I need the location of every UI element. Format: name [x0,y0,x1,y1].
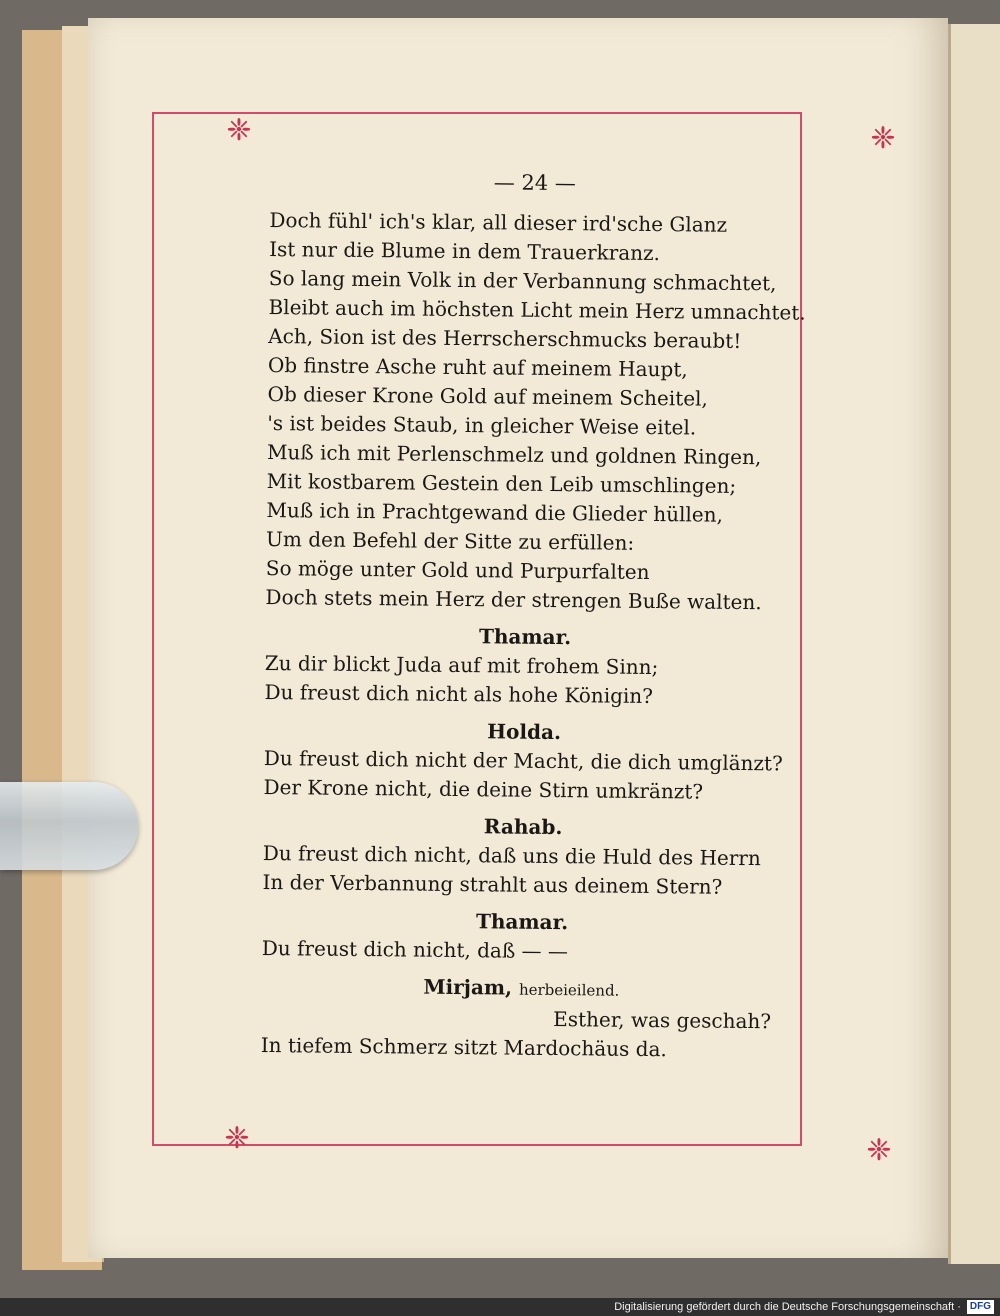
speaker-label: Thamar. [478,624,572,650]
corner-ornament-icon: ❈ [870,121,896,156]
corner-ornament-icon: ❈ [866,1133,892,1168]
next-page-edge [948,24,1000,1264]
verse-line: Bleibt auch im höchsten Licht mein Herz umnachtet. [268,294,806,325]
verse-line: Zu dir blickt Juda auf mit frohem Sinn; [264,650,659,680]
footer-bar [0,1298,1000,1316]
footer-credit: Digitalisierung gefördert durch die Deutsche Forschungsgemeinschaft · [614,1301,961,1313]
verse-line: Du freust dich nicht, daß — — [261,935,569,964]
stage-direction: herbeieilend. [518,980,620,1000]
verse-line: Mit kostbarem Gestein den Leib umschlingen; [266,468,737,498]
verse-line: In tiefem Schmerz sitzt Mardochäus da. [260,1032,667,1062]
verse-line: So lang mein Volk in der Verbannung schmachtet, [268,265,777,296]
verse-line: Der Krone nicht, die deine Stirn umkränzt? [263,774,704,804]
verse-line: Um den Befehl der Sitte zu erfüllen: [265,526,635,555]
page-number: — 24 — [493,170,577,196]
verse-line: Du freust dich nicht als hohe Königin? [264,679,654,709]
verse-line: Ach, Sion ist des Herrscherschmucks beraubt! [268,323,742,353]
dfg-logo-icon: DFG [967,1300,994,1314]
verse-line-right: Esther, was geschah? [553,1007,772,1034]
verse-line: 's ist beides Staub, in gleicher Weise eitel. [267,410,697,440]
speaker-label: Thamar. [475,909,569,935]
verse-line: So möge unter Gold und Purpurfalten [265,555,650,584]
speaker-label: Rahab. [483,814,563,840]
verse-line: Du freust dich nicht der Macht, die dich umglänzt? [263,745,783,776]
verse-line: Muß ich mit Perlenschmelz und goldnen Ringen, [266,439,762,470]
verse-line: Ob dieser Krone Gold auf meinem Scheitel, [267,381,708,411]
verse-line: Doch fühl' ich's klar, all dieser ird'sche Glanz [269,207,728,237]
verse-line: In der Verbannung strahlt aus deinem Stern? [262,869,723,899]
text-body [261,206,830,1066]
holding-clip [0,782,138,870]
corner-ornament-icon: ❈ [224,1121,250,1156]
verse-line: Doch stets mein Herz der strengen Buße walten. [265,584,762,615]
verse-line: Ist nur die Blume in dem Trauerkranz. [269,236,661,266]
speaker-label: Mirjam, [423,974,513,1000]
speaker-label: Holda. [487,719,562,745]
verse-line: Du freust dich nicht, daß uns die Huld des Herrn [262,840,761,871]
verse-line: Ob finstre Asche ruht auf meinem Haupt, [267,352,688,382]
page-content [261,168,830,1066]
verse-line: Muß ich in Prachtgewand die Glieder hüllen, [266,497,724,527]
corner-ornament-icon: ❈ [226,113,252,148]
